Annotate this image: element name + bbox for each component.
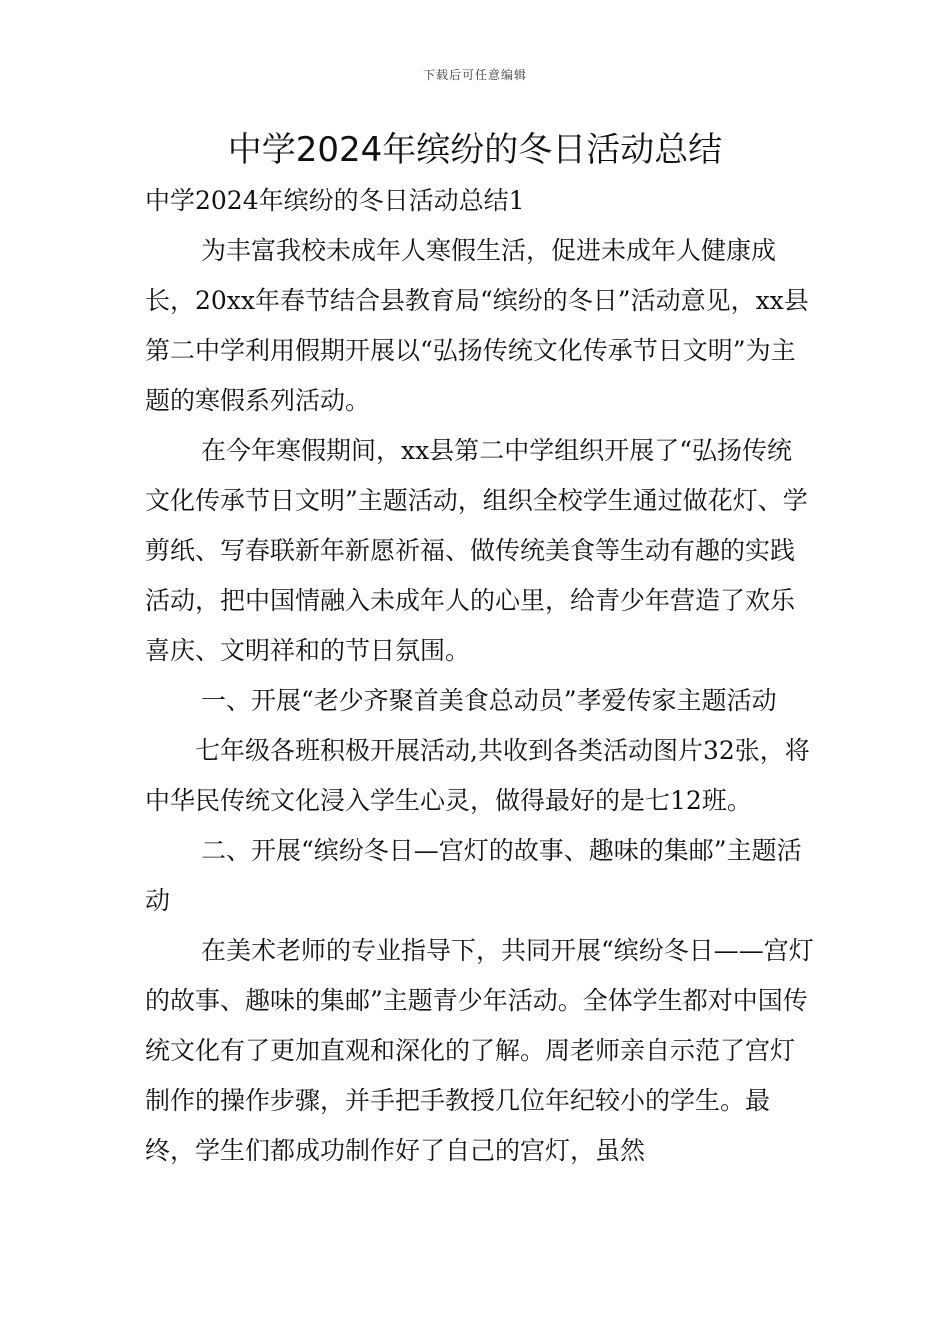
document-body: [145, 176, 815, 1176]
paragraph-activities: 在今年寒假期间，xx县第二中学组织开展了“弘扬传统文化传承节日文明”主题活动，组织全校学生通过做花灯、学剪纸、写春联新年新愿祈福、做传统美食等生动有趣的实践活动，把中国情融入未成年人的心里，给青少年营造了欢乐喜庆、文明祥和的节日氛围。: [145, 436, 808, 665]
header-note: 下载后可任意编辑: [422, 68, 527, 82]
section-heading: 中学2024年缤纷的冬日活动总结1: [145, 186, 525, 215]
paragraph-grade-seven: 七年级各班积极开展活动,共收到各类活动图片32张，将中华民传统文化浸入学生心灵，做得最好的是七12班。: [145, 736, 810, 815]
item-heading-1: 一、开展“老少齐聚首美食总动员”孝爱传家主题活动: [201, 686, 777, 715]
paragraph-lantern: 在美术老师的专业指导下，共同开展“缤纷冬日——宫灯的故事、趣味的集邮”主题青少年活动。全体学生都对中国传统文化有了更加直观和深化的了解。周老师亲自示范了宫灯制作的操作步骤，并手把手教授几位年纪较小的学生。最终，学生们都成功制作好了自己的宫灯，虽然: [145, 936, 814, 1165]
paragraph-intro: 为丰富我校未成年人寒假生活，促进未成年人健康成长，20xx年春节结合县教育局“缤纷的冬日”活动意见，xx县第二中学利用假期开展以“弘扬传统文化传承节日文明”为主题的寒假系列活动。: [145, 236, 809, 415]
item-heading-2: 二、开展“缤纷冬日—宫灯的故事、趣味的集邮”主题活动: [145, 836, 802, 915]
document-title: 中学2024年缤纷的冬日活动总结: [227, 130, 723, 170]
